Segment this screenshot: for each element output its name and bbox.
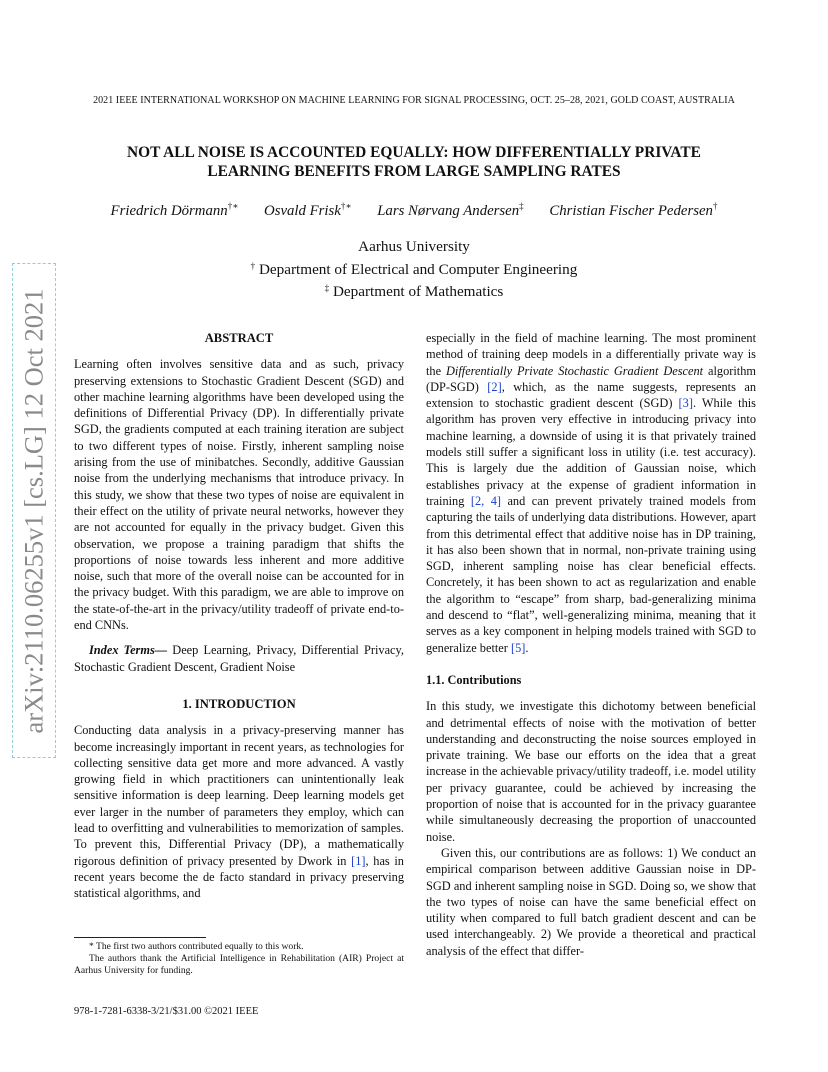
footnote-2: The authors thank the Artificial Intelligence in Rehabilitation (AIR) Project at Aarhus University for funding.	[74, 953, 404, 977]
citation-link[interactable]: [5]	[510, 640, 526, 655]
author-1: Friedrich Dörmann†∗	[110, 201, 239, 219]
department-1: † Department of Electrical and Computer Engineering	[250, 260, 578, 278]
abstract-body: Learning often involves sensitive data and as such, privacy preserving extensions to Stochastic Gradient Descent (SGD) and other machine learning algorithms have been developed using the definitions of Differential Privacy (DP). In differentially private SGD, the gradients computed at each training iteration are subject to two different types of noise. Firstly, inherent sampling noise arising from the use of minibatches. Secondly, additive Gaussian noise from the underlying mechanisms that introduce privacy. In this study, we show that these two types of noise are equivalent in their effect on the utility of private neural networks, however they are not accounted for equally in the privacy budget. Given this observation, we propose a training paradigm that shifts the proportions of noise towards less inherent and more additive noise, such that more of the overall noise can be accounted for in the privacy budget. With this paradigm, we are able to improve on the state-of-the-art in the privacy/utility tradeoff of private end-to-end CNNs.	[74, 357, 404, 633]
citation-link[interactable]: [1]	[351, 853, 366, 868]
right-column	[426, 330, 756, 959]
footnote-1: * The first two authors contributed equally to this work.	[89, 941, 304, 952]
citation-link[interactable]: [3]	[678, 396, 693, 411]
contributions-paragraph-2: Given this, our contributions are as follows: 1) We conduct an empirical comparison between additive Gaussian noise in DP-SGD and inherent sampling noise in SGD. Doing so, we show that the two types of noise can have the same beneficial effect on utility when compared to full batch gradient descent and can be used interchangeably. 2) We provide a theoretical and practical analysis of the effect that differ-	[426, 845, 756, 958]
university: Aarhus University	[358, 238, 470, 255]
paper-title	[60, 143, 768, 181]
citation-link[interactable]: [2, 4]	[470, 493, 501, 508]
arxiv-stamp[interactable]: arXiv:2110.06255v1 [cs.LG] 12 Oct 2021	[18, 287, 49, 734]
author-2: Osvald Frisk†∗	[264, 201, 352, 219]
author-list	[40, 201, 788, 220]
footnote-divider	[74, 937, 206, 938]
department-2: ‡ Department of Mathematics	[324, 283, 504, 300]
author-4: Christian Fischer Pedersen†	[549, 201, 718, 219]
conference-header: 2021 IEEE INTERNATIONAL WORKSHOP ON MACHINE LEARNING FOR SIGNAL PROCESSING, OCT. 25–28, 2021, GOLD COAST, AUSTRALIA	[93, 95, 735, 106]
author-3: Lars Nørvang Andersen‡	[377, 201, 524, 219]
left-column	[74, 330, 404, 902]
title-line-1: NOT ALL NOISE IS ACCOUNTED EQUALLY: HOW DIFFERENTIALLY PRIVATE	[127, 144, 701, 161]
arxiv-stamp-box[interactable]	[12, 263, 56, 758]
intro-continued-paragraph: especially in the field of machine learning. The most prominent method of training deep models in a differentially private way is the Differentially Private Stochastic Gradient Descent algorithm (DP-SGD) [2], which, as the name suggests, represents an extension to stochastic gradient descent (SGD) [3]. While this algorithm has proven very effective in introducing privacy into machine learning, a downside of using it is that privately trained models still suffer a significant loss in utility (i.e. test accuracy). This is largely due the addition of Gaussian noise, which establishes privacy at the expense of gradient information in training [2, 4] and can prevent privately trained models from capturing the tails of underlying data distributions. However, apart from this detrimental effect that additive noise has in DP training, it has also been shown that in normal, non-private training using SGD, inherent sampling noise has clear beneficial effects. Concretely, it has been shown to act as regularization and enable the algorithm to “escape” from sharp, bad-generalizing minima and descend to “flat”, well-generalizing minima, meaning that it serves as a key component in helping models trained with SGD to generalize better [5].	[426, 331, 756, 655]
citation-link[interactable]: [2]	[487, 379, 502, 394]
contributions-heading: 1.1. Contributions	[426, 672, 522, 687]
abstract-heading: ABSTRACT	[204, 331, 274, 345]
footnotes	[74, 941, 404, 978]
title-line-2: LEARNING BENEFITS FROM LARGE SAMPLING RATES	[207, 163, 621, 180]
introduction-heading: 1. INTRODUCTION	[182, 696, 296, 711]
copyright-notice: 978-1-7281-6338-3/21/$31.00 ©2021 IEEE	[74, 1006, 259, 1017]
affiliations	[60, 237, 768, 302]
index-terms: Index Terms— Deep Learning, Privacy, Differential Privacy, Stochastic Gradient Descent, Gradient Noise	[74, 643, 404, 674]
introduction-paragraph: Conducting data analysis in a privacy-preserving manner has become increasingly important in recent years, as technologies for collecting sensitive data get more and more advanced. A vastly growing field in which practitioners can unintentionally leak sensitive information is deep learning. Deep learning models get ever larger in the number of parameters they employ, which can lead to overfitting and vulnerabilities to memorization of samples. To prevent this, Differential Privacy (DP), a mathematically rigorous definition of privacy presented by Dwork in [1], has in recent years become the de facto standard in privacy preserving statistical algorithms, and	[74, 723, 404, 901]
contributions-paragraph-1: In this study, we investigate this dichotomy between beneficial and detrimental effects of noise with the motivation of better understanding and deconstructing the noise sources employed in private training. We base our efforts on the idea that a great increase in the achievable privacy/utility tradeoff, i.e. model utility per privacy guarantee, could be achieved by increasing the proportion of noise that is accounted for in the privacy guarantee while simultaneously decreasing the proportion of unaccounted noise.	[426, 699, 756, 844]
